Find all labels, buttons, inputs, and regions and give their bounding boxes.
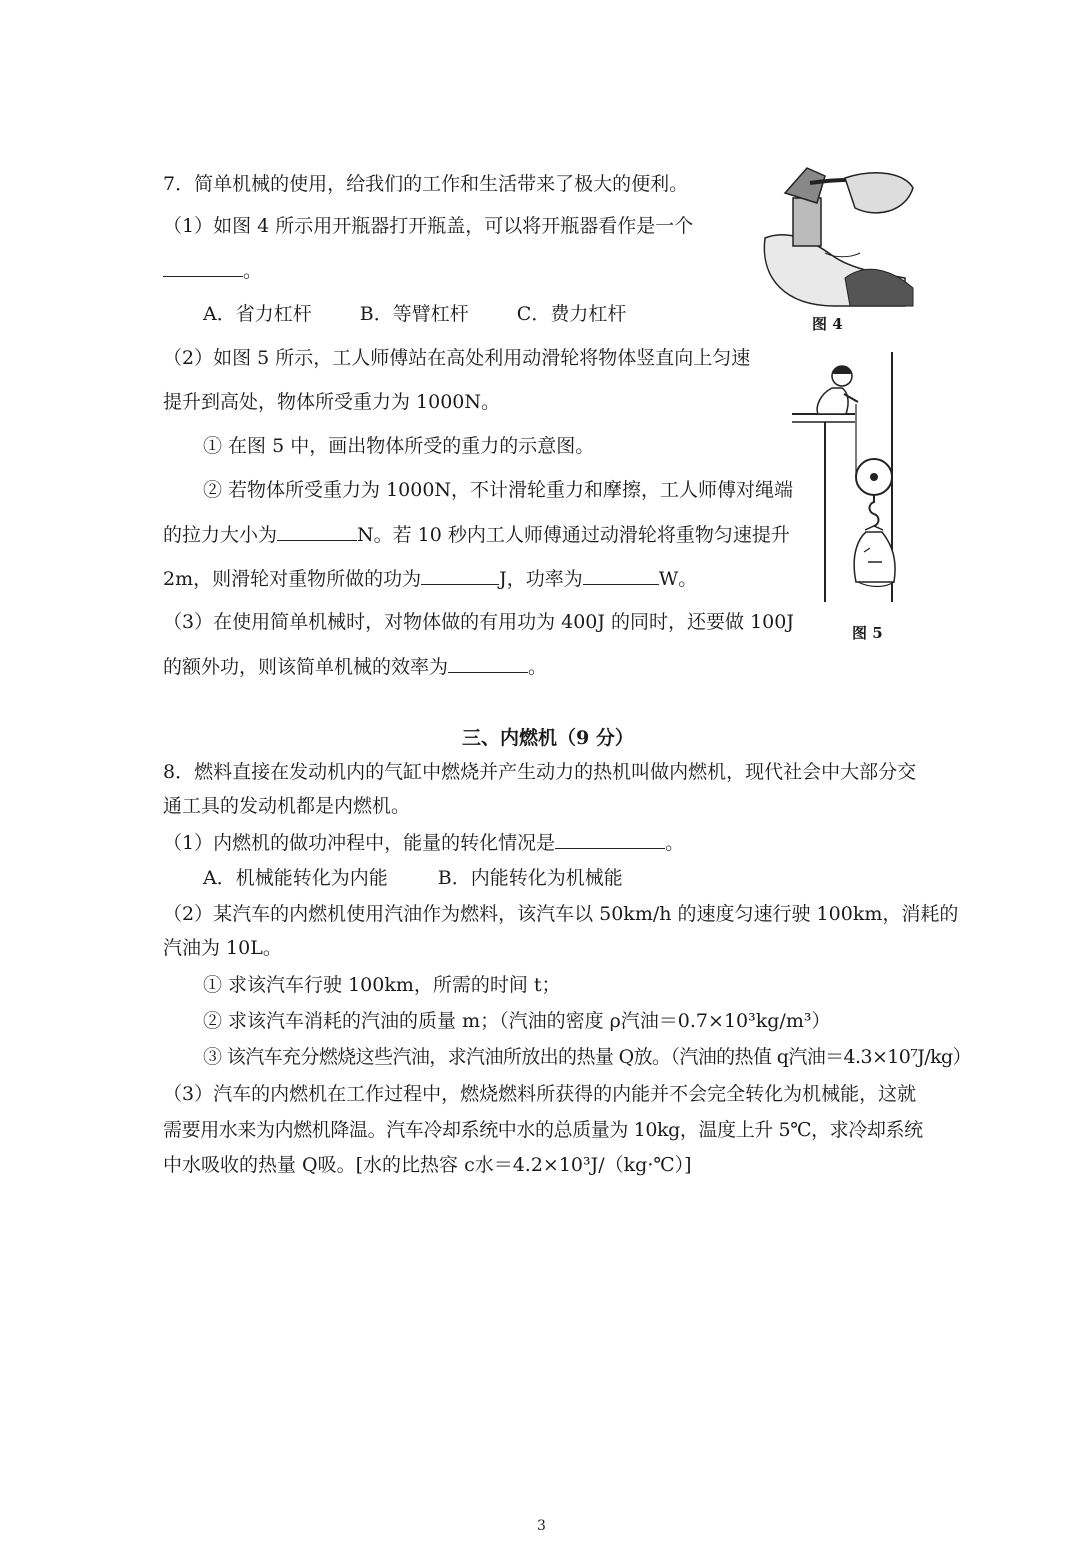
answer-blank[interactable]: [555, 830, 665, 849]
figure-5-caption: 图 5: [852, 624, 883, 642]
option-b[interactable]: B．内能转化为机械能: [437, 867, 623, 889]
option-c[interactable]: C．费力杠杆: [516, 303, 627, 325]
answer-blank[interactable]: [163, 258, 243, 277]
q8-part2-line2: 汽油为 10L。: [163, 937, 282, 959]
q8-part1-options: [203, 866, 623, 890]
q7-stem: 7．简单机械的使用，给我们的工作和生活带来了极大的便利。: [163, 173, 689, 195]
answer-blank[interactable]: [583, 566, 659, 585]
page-number: 3: [537, 1518, 546, 1534]
q8-stem-line2: 通工具的发动机都是内燃机。: [163, 795, 411, 817]
q7-part2-sub2-line3: 2m，则滑轮对重物所做的功为 J，功率为 W。: [163, 568, 698, 590]
option-b[interactable]: B．等臂杠杆: [359, 303, 469, 325]
answer-blank[interactable]: [448, 654, 528, 673]
answer-blank[interactable]: [277, 522, 357, 541]
q7-part1-answer-line: 。: [163, 258, 262, 283]
option-a[interactable]: A．机械能转化为内能: [203, 867, 388, 889]
q8-stem-line1: 8．燃料直接在发动机内的气缸中燃烧并产生动力的热机叫做内燃机，现代社会中大部分交: [163, 761, 917, 783]
q7-part3-line1: （3）在使用简单机械时，对物体做的有用功为 400J 的同时，还要做 100J: [163, 611, 794, 633]
q7-part2-sub1: ① 在图 5 中，画出物体所受的重力的示意图。: [203, 435, 595, 457]
figure-4-bottle-opener: [755, 158, 915, 308]
option-a[interactable]: A．省力杠杆: [203, 303, 312, 325]
q7-part3-line2: 的额外功，则该简单机械的效率为 。: [163, 656, 548, 678]
q7-part1-options: [203, 302, 626, 326]
q8-part3-line2: 需要用水来为内燃机降温。汽车冷却系统中水的总质量为 10kg，温度上升 5℃，求冷却系统: [163, 1119, 923, 1141]
q8-part2-sub2: ② 求该汽车消耗的汽油的质量 m；（汽油的密度 ρ汽油＝0.7×10³kg/m³）: [203, 1010, 831, 1032]
figure-5-pulley: [790, 352, 900, 607]
answer-blank[interactable]: [421, 566, 499, 585]
q7-part1-text: （1）如图 4 所示用开瓶器打开瓶盖，可以将开瓶器看作是一个: [163, 215, 694, 237]
q8-part2-sub1: ① 求该汽车行驶 100km，所需的时间 t；: [203, 974, 561, 996]
q7-part2-sub2-line1: ② 若物体所受重力为 1000N，不计滑轮重力和摩擦，工人师傅对绳端: [203, 479, 794, 501]
q8-part1-text: （1）内燃机的做功冲程中，能量的转化情况是 。: [163, 832, 685, 854]
q8-part2-line1: （2）某汽车的内燃机使用汽油作为燃料，该汽车以 50km/h 的速度匀速行驶 100km，消耗的: [163, 903, 959, 925]
q7-part2-line2: 提升到高处，物体所受重力为 1000N。: [163, 391, 501, 413]
q8-part3-line1: （3）汽车的内燃机在工作过程中，燃烧燃料所获得的内能并不会完全转化为机械能，这就: [163, 1083, 917, 1105]
q8-part2-sub3: ③ 该汽车充分燃烧这些汽油，求汽油所放出的热量 Q放。（汽油的热值 q汽油＝4.3×10⁷J/kg）: [203, 1046, 971, 1068]
section-3-title: 三、内燃机（9 分）: [462, 727, 634, 749]
figure-4-caption: 图 4: [812, 315, 843, 333]
q8-part3-line3: 中水吸收的热量 Q吸。[水的比热容 c水＝4.2×10³J/（kg·℃）]: [163, 1154, 692, 1176]
q7-part2-sub2-line2: 的拉力大小为 N。若 10 秒内工人师傅通过动滑轮将重物匀速提升: [163, 524, 790, 546]
q7-part2-line1: （2）如图 5 所示，工人师傅站在高处利用动滑轮将物体竖直向上匀速: [163, 347, 751, 369]
